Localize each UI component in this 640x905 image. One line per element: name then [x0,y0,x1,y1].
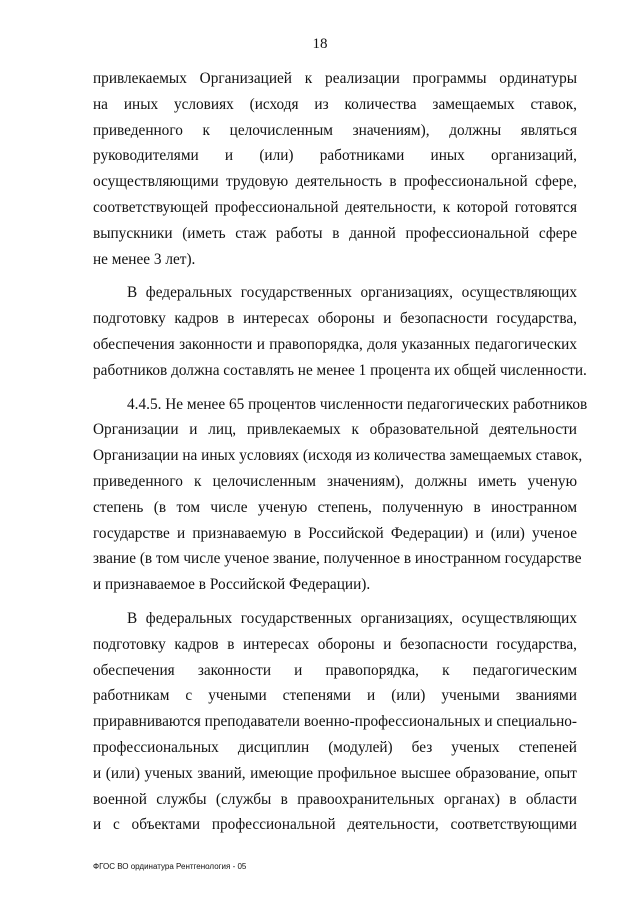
paragraph [93,66,577,272]
text-line: обеспечения законности и правопорядка, к педагогическим [93,661,577,679]
text-line: подготовку кадров в интересах обороны и безопасности государства, [93,635,577,653]
text-line: 4.4.5. Не менее 65 процентов численности педагогических работников [127,395,588,413]
text-line: осуществляющими трудовую деятельность в профессиональной сфере, [93,173,577,191]
text-line: военной службы (службы в правоохранительных органах) в области [93,790,577,808]
text-line: профессиональных дисциплин (модулей) без ученых степеней [93,738,577,756]
text-line: степень (в том числе ученую степень, полученную в иностранном [93,498,577,516]
text-line: Организации и лиц, привлекаемых к образовательной деятельности [93,421,577,439]
paragraph [93,392,588,598]
text-line: выпускники (иметь стаж работы в данной профессиональной сфере [93,224,577,242]
page-number: 18 [312,36,328,52]
text-line: звание (в том числе ученое звание, полученное в иностранном государстве [93,550,582,568]
text-line: Организации на иных условиях (исходя из количества замещаемых ставок, [93,447,583,465]
text-line: руководителями и (или) работниками иных организаций, [93,147,577,165]
text-line: В федеральных государственных организациях, осуществляющих [127,609,577,627]
text-line: приведенного к целочисленным значениям), должны являться [93,121,577,139]
paragraph [93,606,577,838]
text-line: и (или) ученых званий, имеющие профильное высшее образование, опыт [93,764,577,782]
document-body [93,66,588,838]
text-line: работников должна составлять не менее 1 процента их общей численности. [93,361,587,379]
text-line: В федеральных государственных организациях, осуществляющих [127,284,577,302]
text-line: и признаваемое в Российской Федерации). [93,576,371,594]
paragraph-gap [93,384,577,392]
text-line: не менее 3 лет). [93,250,196,268]
text-line: на иных условиях (исходя из количества замещаемых ставок, [93,95,577,113]
text-line: привлекаемых Организацией к реализации программы ординатуры [93,70,577,87]
text-line: приведенного к целочисленным значениям), должны иметь ученую [93,472,577,490]
paragraph [93,280,587,383]
footer-note: ФГОС ВО ординатура Рентгенология - 05 [93,862,247,871]
paragraph-gap [93,272,577,280]
text-line: подготовку кадров в интересах обороны и безопасности государства, [93,310,577,328]
text-line: приравниваются преподаватели военно-профессиональных и специально- [93,713,577,731]
text-line: и с объектами профессиональной деятельности, соответствующими [93,816,577,834]
text-line: обеспечения законности и правопорядка, доля указанных педагогических [93,335,577,353]
text-line: соответствующей профессиональной деятельности, к которой готовятся [93,198,577,216]
paragraph-gap [93,598,577,606]
text-line: государстве и признаваемую в Российской Федерации) и (или) ученое [93,524,577,542]
text-line: работникам с учеными степенями и (или) учеными званиями [93,687,577,705]
